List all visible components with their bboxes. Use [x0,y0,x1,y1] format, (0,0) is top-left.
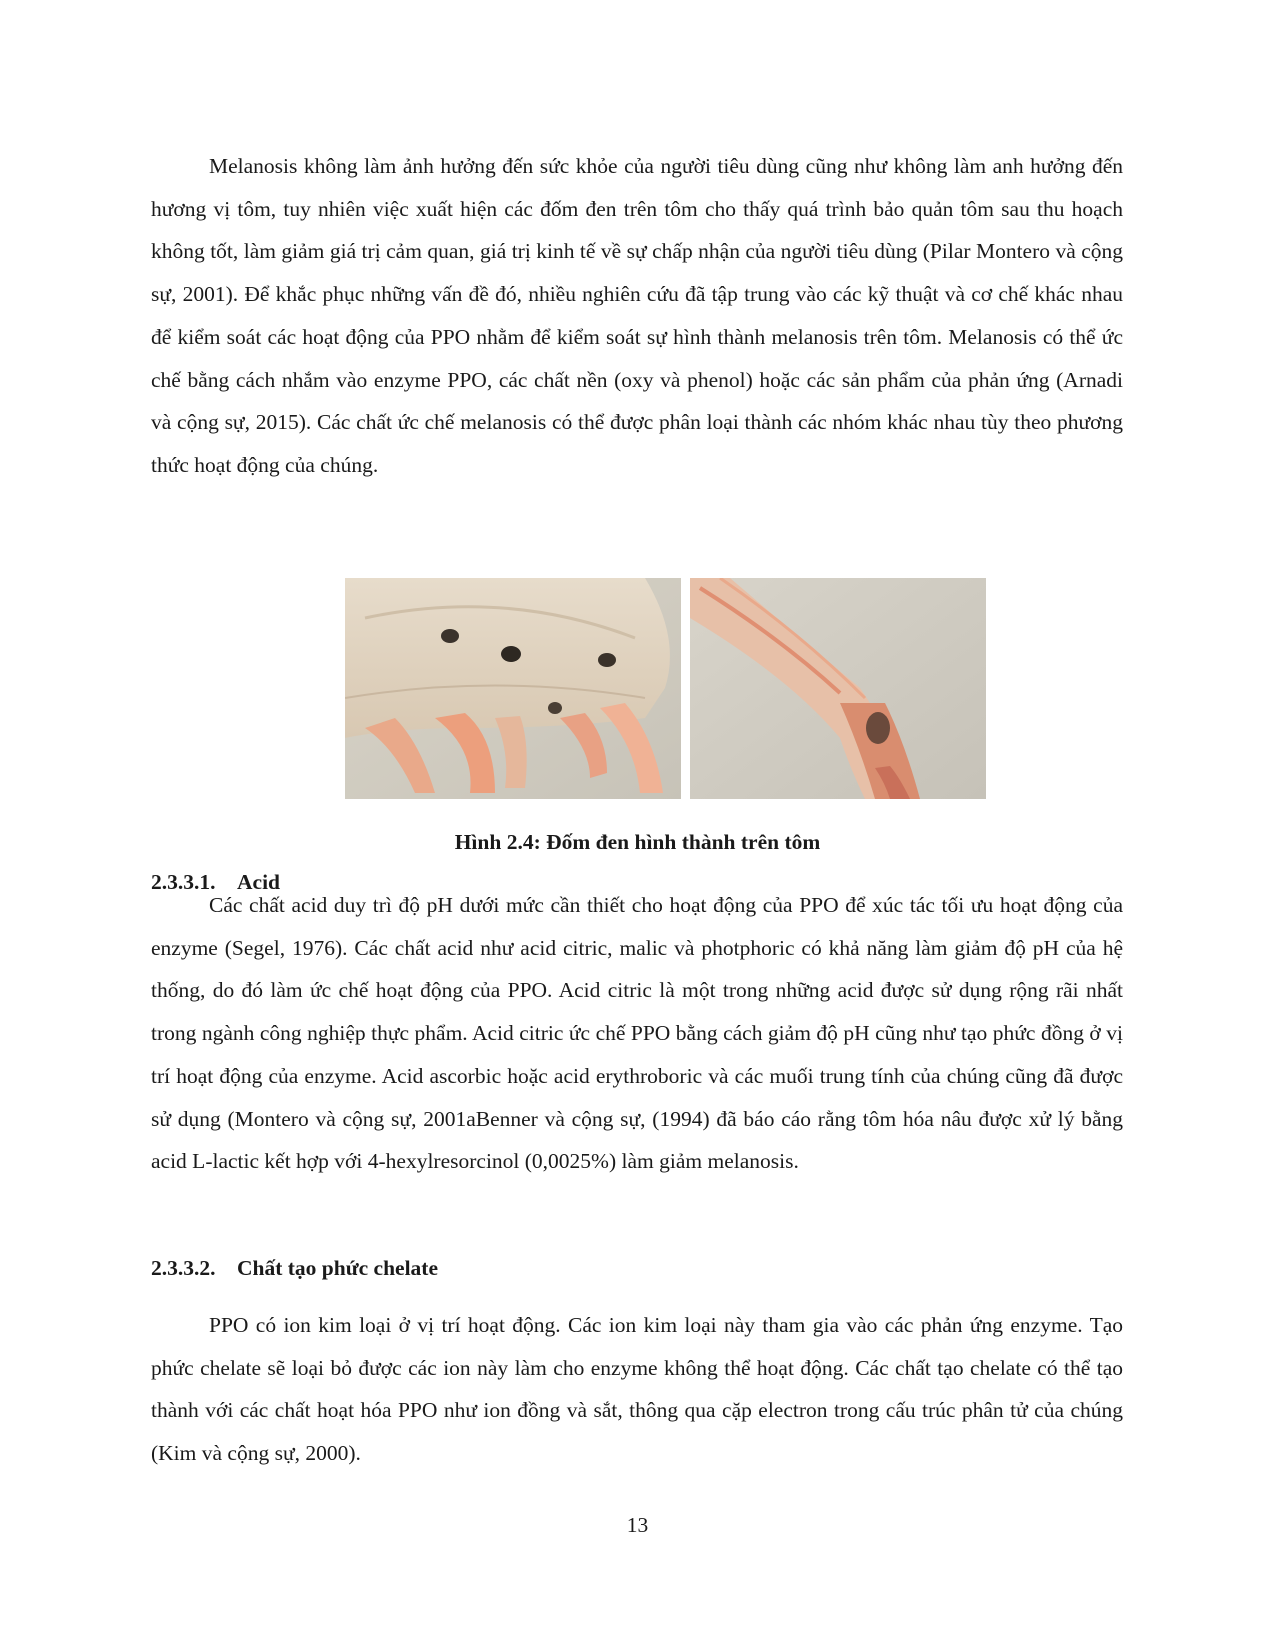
section-title: Acid [237,870,280,894]
section-heading-chelate [151,1256,438,1281]
paragraph-chelate: PPO có ion kim loại ở vị trí hoạt động. Các ion kim loại này tham gia vào các phản ứng enzyme. Tạo phức chelate sẽ loại bỏ được các ion này làm cho enzyme không thể hoạt động. Các chất tạo chelate có thể tạo thành với các chất hoạt hóa PPO như ion đồng và sắt, thông qua cặp electron trong cấu trúc phân tử của chúng (Kim và cộng sự, 2000). [151,1313,1123,1466]
section-number: 2.3.3.2. [151,1256,216,1280]
shrimp-tail-black-spots-photo [690,578,986,799]
paragraph-melanosis-intro: Melanosis không làm ảnh hưởng đến sức khỏe của người tiêu dùng cũng như không làm anh hưởng đến hương vị tôm, tuy nhiên việc xuất hiện các đốm đen trên tôm cho thấy quá trình bảo quản tôm sau thu hoạch không tốt, làm giảm giá trị cảm quan, giá trị kinh tế về sự chấp nhận của người tiêu dùng (Pilar Montero và cộng sự, 2001). Để khắc phục những vấn đề đó, nhiều nghiên cứu đã tập trung vào các kỹ thuật và cơ chế khác nhau để kiểm soát các hoạt động của PPO nhằm để kiểm soát sự hình thành melanosis trên tôm. Melanosis có thể ức chế bằng cách nhắm vào enzyme PPO, các chất nền (oxy và phenol) hoặc các sản phẩm của phản ứng (Arnadi và cộng sự, 2015). Các chất ức chế melanosis có thể được phân loại thành các nhóm khác nhau tùy theo phương thức hoạt động của chúng. [151,154,1123,477]
section-number: 2.3.3.1. [151,870,216,894]
figure-caption: Hình 2.4: Đốm đen hình thành trên tôm [454,830,821,854]
paragraph-acid: Các chất acid duy trì độ pH dưới mức cần thiết cho hoạt động của PPO để xúc tác tối ưu hoạt động của enzyme (Segel, 1976). Các chất acid như acid citric, malic và photphoric có khả năng làm giảm độ pH của hệ thống, do đó làm ức chế hoạt động của PPO. Acid citric là một trong những acid được sử dụng rộng rãi nhất trong ngành công nghiệp thực phẩm. Acid citric ức chế PPO bằng cách giảm độ pH cũng như tạo phức đồng ở vị trí hoạt động của enzyme. Acid ascorbic hoặc acid erythroboric và các muối trung tính của chúng cũng đã được sử dụng (Montero và cộng sự, 2001aBenner và cộng sự, (1994) đã báo cáo rằng tôm hóa nâu được xử lý bằng acid L-lactic kết hợp với 4-hexylresorcinol (0,0025%) làm giảm melanosis. [151,893,1123,1174]
page-number: 13 [626,1513,649,1537]
shrimp-body-black-spots-photo [345,578,681,799]
section-title: Chất tạo phức chelate [237,1256,439,1280]
